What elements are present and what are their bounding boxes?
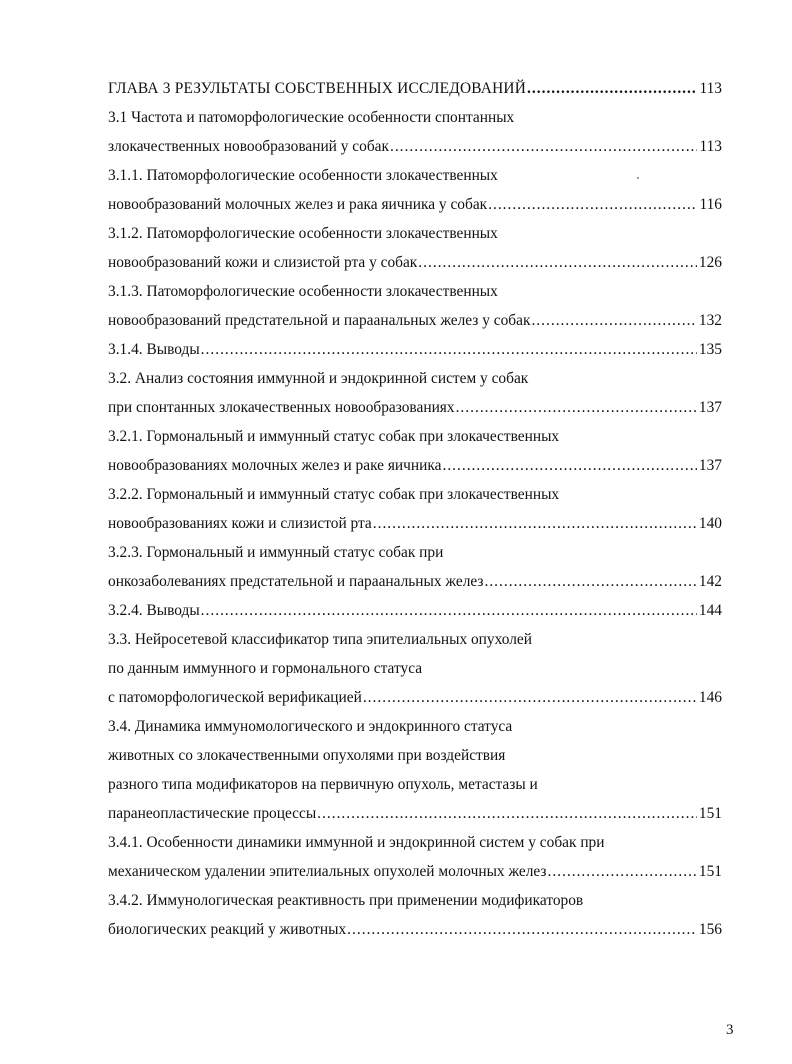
toc-line [108,393,722,422]
toc-entry-title: 3.2.1. Гормональный и иммунный статус собак при злокачественных [108,428,560,445]
toc-line [108,277,722,306]
toc-entry-title: биологических реакций у животных [108,921,347,938]
toc-line [108,683,722,712]
toc-page-number: 156 [698,921,722,938]
toc-line [108,132,722,161]
dot-leader [362,683,697,712]
toc-entry-title: новообразований кожи и слизистой рта у собак [108,254,418,271]
toc-line [108,306,722,335]
toc-entry-title: 3.1.4. Выводы [108,341,200,358]
toc-line [108,596,722,625]
dot-leader [200,335,697,364]
scan-speck [637,177,639,179]
dot-leader [526,74,697,103]
toc-line [108,567,722,596]
toc-entry-title: 3.2.2. Гормональный и иммунный статус собак при злокачественных [108,486,560,503]
toc-line [108,770,722,799]
toc-entry-title: 3.4.1. Особенности динамики иммунной и эндокринной систем у собак при [108,834,605,851]
toc-page-number: 113 [699,138,722,155]
toc-page-number: 151 [698,863,722,880]
toc-entry-title: разного типа модификаторов на первичную опухоль, метастазы и [108,776,538,793]
toc-entry-title: 3.4.2. Иммунологическая реактивность при применении модификаторов [108,892,584,909]
dot-leader [530,306,696,335]
toc-line [108,248,722,277]
toc-entry-title: новообразованиях кожи и слизистой рта [108,515,372,532]
toc-line [108,538,722,567]
toc-page-number: 144 [698,602,722,619]
toc-line [108,422,722,451]
toc-entry-title: при спонтанных злокачественных новообразованиях [108,399,455,416]
toc-entry-title: 3.1.2. Патоморфологические особенности злокачественных [108,225,498,242]
toc-line [108,712,722,741]
dot-leader [389,132,698,161]
toc-entry-title: новообразований молочных желез и рака яичника у собак [108,196,488,213]
toc-page-number: 113 [699,80,722,97]
toc-line [108,799,722,828]
toc-page-number: 140 [698,515,722,532]
toc-entry-title: механическом удалении эпителиальных опухолей молочных желез [108,863,547,880]
toc-page-number: 126 [698,254,722,271]
toc-entry-title: животных со злокачественными опухолями при воздействия [108,747,506,764]
toc-line [108,103,722,132]
toc-line [108,364,722,393]
table-of-contents [108,74,722,944]
toc-page-number: 116 [699,196,722,213]
dot-leader [372,509,697,538]
toc-line [108,74,722,103]
dot-leader [316,799,697,828]
toc-line [108,451,722,480]
toc-page-number: 137 [698,457,722,474]
toc-entry-title: 3.1 Частота и патоморфологические особенности спонтанных [108,109,515,126]
toc-line [108,335,722,364]
toc-line [108,915,722,944]
toc-page-number: 132 [698,312,722,329]
dot-leader [455,393,697,422]
toc-page-number: 146 [698,689,722,706]
toc-entry-title: 3.1.1. Патоморфологические особенности злокачественных [108,167,498,184]
toc-entry-title: новообразованиях молочных желез и раке яичника [108,457,442,474]
toc-entry-title: 3.4. Динамика иммуномологического и эндокринного статуса [108,718,513,735]
toc-entry-title: злокачественных новообразований у собак [108,138,389,155]
toc-line [108,480,722,509]
toc-page-number: 135 [698,341,722,358]
toc-entry-title: 3.2. Анализ состояния иммунной и эндокринной систем у собак [108,370,529,387]
toc-entry-title: 3.3. Нейросетевой классификатор типа эпителиальных опухолей [108,631,532,648]
page-number: 3 [726,1022,734,1038]
toc-line [108,219,722,248]
toc-line [108,509,722,538]
toc-entry-title: новообразований предстательной и параанальных желез у собак [108,312,531,329]
toc-page-number: 142 [698,573,722,590]
toc-entry-title: паранеопластические процессы [108,805,317,822]
dot-leader [417,248,697,277]
toc-line [108,828,722,857]
dot-leader [441,451,696,480]
toc-page-number: 151 [698,805,722,822]
toc-entry-title: ГЛАВА 3 РЕЗУЛЬТАТЫ СОБСТВЕННЫХ ИССЛЕДОВАНИЙ [108,80,527,97]
toc-page-number: 137 [698,399,722,416]
toc-line [108,654,722,683]
toc-line [108,190,722,219]
toc-entry-title: 3.2.4. Выводы [108,602,200,619]
toc-line [108,625,722,654]
dot-leader [547,857,697,886]
toc-entry-title: онкозаболеваниях предстательной и параанальных желез [108,573,484,590]
toc-entry-title: с патоморфологической верификацией [108,689,362,706]
toc-entry-title: по данным иммунного и гормонального статуса [108,660,423,677]
toc-line [108,886,722,915]
toc-line [108,161,722,190]
dot-leader [487,190,697,219]
dot-leader [200,596,697,625]
toc-entry-title: 3.2.3. Гормональный и иммунный статус собак при [108,544,444,561]
toc-line [108,741,722,770]
toc-line [108,857,722,886]
dot-leader [483,567,696,596]
dot-leader [346,915,697,944]
toc-entry-title: 3.1.3. Патоморфологические особенности злокачественных [108,283,498,300]
